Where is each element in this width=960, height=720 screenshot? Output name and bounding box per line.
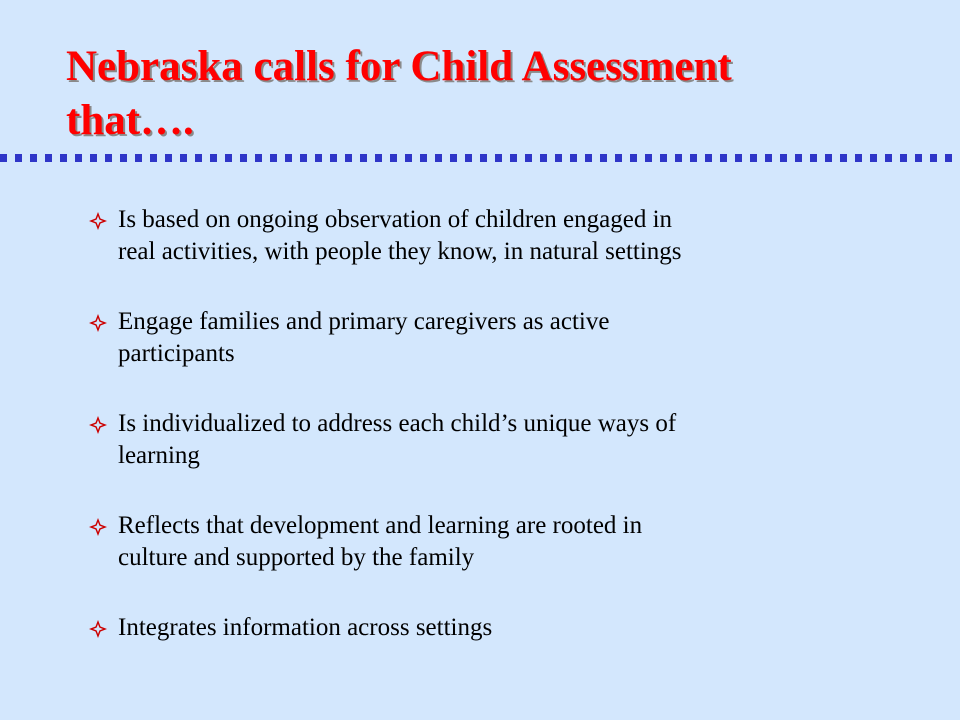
diamond-bullet-icon: [88, 517, 108, 537]
bullet-line: participants: [118, 340, 235, 367]
bullet-line: Is based on ongoing observation of children engaged in: [118, 206, 673, 233]
bullet-item: [90, 510, 870, 574]
diamond-bullet-icon: [88, 211, 108, 231]
diamond-bullet-icon: [88, 313, 108, 333]
dotted-divider: [0, 154, 960, 162]
diamond-bullet-icon: [88, 619, 108, 639]
bullet-item: [90, 306, 870, 370]
bullet-item: [90, 204, 870, 268]
bullet-line: Reflects that development and learning are rooted in: [118, 512, 643, 539]
bullet-line: Engage families and primary caregivers as active: [118, 308, 610, 335]
bullet-line: Integrates information across settings: [118, 614, 493, 641]
slide-title: [66, 40, 886, 148]
title-line-2: that….: [66, 97, 194, 144]
bullet-item: [90, 612, 870, 644]
bullet-line: real activities, with people they know, in natural settings: [118, 238, 682, 265]
bullet-item: [90, 408, 870, 472]
bullet-line: learning: [118, 442, 200, 469]
bullet-line: culture and supported by the family: [118, 544, 475, 571]
diamond-bullet-icon: [88, 415, 108, 435]
title-line-1: Nebraska calls for Child Assessment: [66, 43, 732, 90]
bullet-line: Is individualized to address each child’s unique ways of: [118, 410, 677, 437]
bullet-list: [90, 204, 870, 682]
